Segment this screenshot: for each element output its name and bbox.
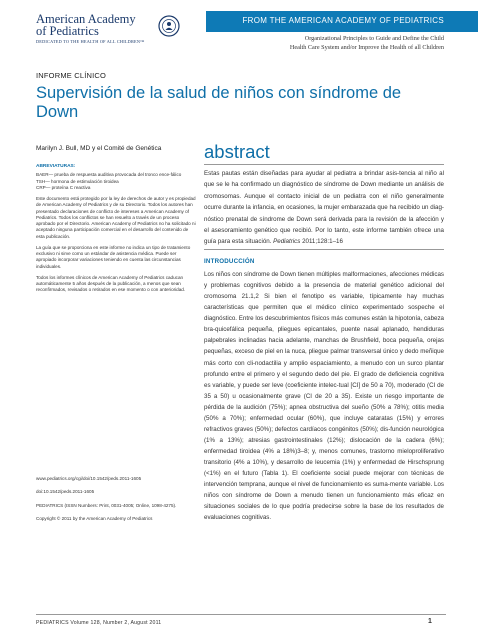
article-type: INFORME CLÍNICO xyxy=(36,71,107,80)
abstract-divider-bottom xyxy=(204,249,444,250)
logo-line-2: of Pediatrics xyxy=(36,24,99,38)
logo-line-1: American Academy xyxy=(36,12,136,26)
introduction-text: Los niños con síndrome de Down tienen múltiples malformaciones, afecciones médicas y problemas cognitivos debido a la presencia de material genético adicional del cromosoma 21.1,2 Si bien el fenotipo es variable, típicamente hay muchas características que permiten que el médico clínico experimentado sospeche el diagnóstico. Entre los descubrimientos físicos más comunes están la hipotonía, cabeza bra-quicefálica pequeña, pliegues epicantales, puente nasal aplanado, hendiduras palpebrales inclinadas hacia adelante, manchas de Brushfield, boca pequeña, orejas pequeñas, exceso de piel en la nuca, pliegue palmar transversal único y dedo meñique más corto con cli-nodactilia y amplio espaciamiento, a menudo con un surco plantar profundo entre el primero y el segundo dedo del pie. El grado de deficiencia cognitiva es variable, y puede ser leve (coeficiente intelec-tual [CI] de 50 a 70), moderado (CI de 35 a 50) u ocasionalmente grave (CI de 20 a 35). Existe un riesgo importante de pérdida de la audición (75%); apnea obstructiva del sueño (50% a 78%); otitis media (50% a 70%); enfermedad ocular (60%), que incluye cataratas (15%) y errores refractivos graves (50%); defectos cardíacos congénitos (50%); dis-función neurológica (1% a 13%); atresias gastrointestinales (12%); dislocación de la cadera (6%); enfermedad tiroidea (4% a 18%)3–8; y, menos comunes, trastorno mieloproliferativo transitorio (4% a 10%), y desarrollo de leucemia (1%) y enfermedad de Hirschsprung (<1%) en el futuro (Tabla 1). El coeficiente social puede mejorar con técnicas de intervención temprana, aunque el nivel de funcionamiento es suma-mente variable. Los niños con síndrome de Down a menudo tienen un funcionamiento más eficaz en situaciones sociales de lo que podría predecirse sobre la base de los resultados de evaluaciones cognitivas. xyxy=(204,271,444,522)
journal-name: Pediatrics xyxy=(273,238,301,246)
abbreviations-list xyxy=(36,172,196,191)
abstract-citation: 2011;128:1–16 xyxy=(302,238,343,246)
abstract-heading: abstract xyxy=(204,141,270,162)
publication-info xyxy=(36,476,196,529)
copyright-notice: Este documento está protegido por la ley de derechos de autor y es propiedad de American Academy of Pediatrics y de su Directorio. Todos los autores han presentado declaraciones de conflicto de intereses a American Academy of Pediatrics. Todos los conflictos se han resuelto a través de un proceso aprobado por el Directorio. American Academy of Pediatrics no ha solicitado ni aceptado ninguna participación comercial en el desarrollo del contenido de esta publicación. xyxy=(36,196,196,239)
aap-logo xyxy=(36,13,136,37)
doi: doi:10.1542/peds.2011-1605 xyxy=(36,489,95,495)
aap-seal-icon xyxy=(158,15,180,37)
abbreviation-item: CRP— proteína C reactiva xyxy=(36,184,91,190)
expiration-notice: Todos los informes clínicos de American Academy of Pediatrics caducan automáticamente 5 años después de la publicación, a menos que sean reconfirmados, revisados o retirados en ese momento o con anterioridad. xyxy=(36,274,186,293)
introduction-heading: INTRODUCCIÓN xyxy=(204,258,255,265)
footer-divider xyxy=(36,614,446,615)
journal-footer: PEDIATRICS Volume 128, Number 2, August 2011 xyxy=(36,620,162,626)
copyright-line: Copyright © 2011 by the American Academy of Pediatrics xyxy=(36,515,153,521)
abstract-body: Estas pautas están diseñadas para ayudar al pediatra a brindar asis-tencia al niño al que se le ha confirmado un diagnóstico de síndrome de Down mediante un análisis de cromosomas. Aunque el contacto inicial de un pediatra con el niño generalmente ocurre durante la infancia, en ocasiones, la mujer embarazada que ha recibido un diag-nóstico prenatal de síndrome de Down será derivada para la revisión de la afección y el asesoramiento genético que recibió. Por lo tanto, este informe también ofrece una guía para esta situación. xyxy=(204,170,444,246)
abbreviation-item: TSH— hormona de estimulación tiroidea xyxy=(36,178,119,184)
section-banner-text: FROM THE AMERICAN ACADEMY OF PEDIATRICS xyxy=(242,16,444,25)
guidance-disclaimer: La guía que se proporciona en este informe no indica un tipo de tratamiento exclusivo ni sirve como un estándar de asistencia médica. Puede ser apropiado incorporar variaciones teniendo en cuenta las circunstancias individuales. xyxy=(36,244,191,269)
section-banner xyxy=(206,11,478,32)
series-description xyxy=(194,35,444,53)
abstract-text xyxy=(204,168,444,248)
author-line: Marilyn J. Bull, MD y el Comité de Genética xyxy=(36,145,162,152)
logo-tagline: DEDICATED TO THE HEALTH OF ALL CHILDREN™ xyxy=(36,39,145,44)
abbreviation-item: BAER— prueba de respuesta auditiva provocada del tronco ence-fálico xyxy=(36,172,182,178)
issn: PEDIATRICS (ISSN Numbers: Print, 0031-4005; Online, 1098-4275). xyxy=(36,502,177,508)
article-title: Supervisión de la salud de niños con síndrome de Down xyxy=(36,84,402,121)
abbreviations-heading: ABREVIATURAS: xyxy=(36,164,76,169)
article-url[interactable]: www.pediatrics.org/cgi/doi/10.1542/peds.2011-1605 xyxy=(36,476,142,481)
series-line-2: Health Care System and/or Improve the Health of all Children xyxy=(289,43,444,51)
page-number: 1 xyxy=(428,618,432,625)
sidebar xyxy=(36,164,196,294)
series-line-1: Organizational Principles to Guide and Define the Child xyxy=(304,35,444,42)
abstract-divider xyxy=(204,164,444,165)
